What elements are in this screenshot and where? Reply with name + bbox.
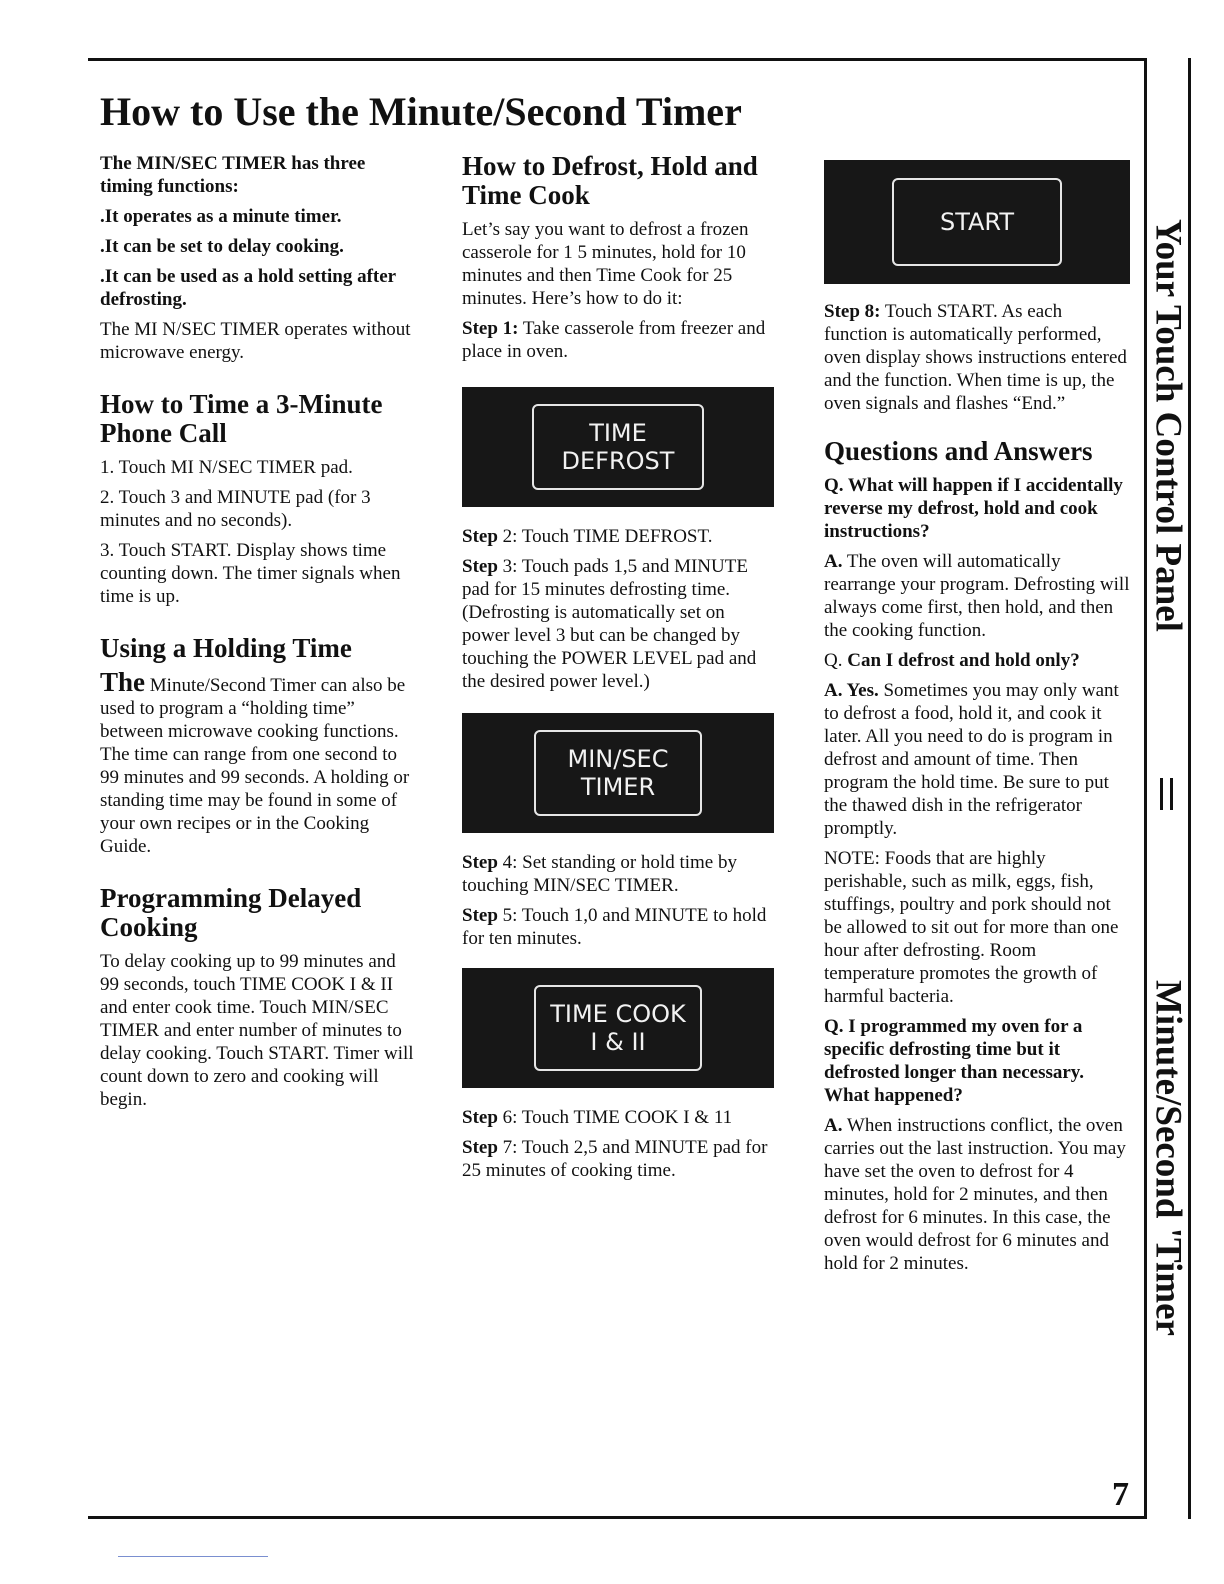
pad-label: START <box>939 208 1015 236</box>
bottom-rule <box>88 1516 1144 1519</box>
section-heading: Programming Delayed Cooking <box>100 883 362 942</box>
answer <box>824 1114 1130 1275</box>
step-item: 1. Touch MI N/SEC TIMER pad. <box>100 457 353 478</box>
question: Q. What will happen if I accidentally reverse my defrost, hold and cook instructions? <box>824 475 1123 542</box>
section-divider-mark <box>1170 778 1173 810</box>
paragraph-text: Minute/Second Timer can also be used to program a “holding time” between microwave cooking functions. The time can range from one second to 99 minutes and 99 seconds. A holding or standing time may be found in some of your own recipes or in the Cooking Guide. <box>100 675 410 857</box>
step-text: 7: Touch 2,5 and MINUTE pad for 25 minutes of cooking time. <box>462 1137 768 1181</box>
step-text: Take casserole from freezer and place in oven. <box>462 318 766 362</box>
time-cook-pad-illustration <box>462 968 774 1088</box>
pad-label: I & II <box>590 1028 646 1056</box>
faint-line <box>118 1556 268 1557</box>
pad-label: DEFROST <box>561 447 675 475</box>
step-label: Step <box>462 556 498 577</box>
step-text: 3: Touch pads 1,5 and MINUTE pad for 15 minutes defrosting time. (Defrosting is automatically set on power level 3 but can be changed by touching the POWER LEVEL pad and the desired power level.) <box>462 556 757 692</box>
step-label: Step 1: <box>462 318 519 339</box>
column-left <box>100 152 418 1118</box>
step <box>462 555 774 693</box>
step-text: 4: Set standing or hold time by touching MIN/SEC TIMER. <box>462 852 737 896</box>
pad-label: TIMER <box>580 773 656 801</box>
step-text: Touch START. As each function is automatically performed, oven display shows instructions entered and the function. When time is up, the oven signals and flashes “End.” <box>824 301 1127 414</box>
side-tab-label: Minute/Second 'Timer <box>1147 979 1189 1336</box>
time-defrost-pad-illustration <box>462 387 774 507</box>
pad-label: MIN/SEC <box>567 745 669 773</box>
step <box>824 300 1130 415</box>
start-pad-illustration <box>824 160 1130 284</box>
drop-word: The <box>100 667 146 697</box>
side-tab-minute-timer <box>1147 979 1189 1336</box>
step-item: 2. Touch 3 and MINUTE pad (for 3 minutes and no seconds). <box>100 487 371 531</box>
step <box>462 1106 774 1129</box>
note-text: NOTE: Foods that are highly perishable, such as milk, eggs, fish, stuffings, poultry and pork should not be allowed to sit out for more than one hour after defrosting. Room temperature promotes the growth of harmful bacteria. <box>824 848 1119 1007</box>
section-heading: How to Time a 3-Minute Phone Call <box>100 389 383 448</box>
section-heading: Using a Holding Time <box>100 633 352 663</box>
step-text: 6: Touch TIME COOK I & 11 <box>497 1107 733 1128</box>
side-tab-touch-control <box>1147 215 1189 635</box>
question-text: Can I defrost and hold only? <box>842 650 1080 671</box>
question: Q. I programmed my oven for a specific defrosting time but it defrosted longer than necessary. What happened? <box>824 1016 1085 1106</box>
answer <box>824 550 1130 642</box>
section-heading: Questions and Answers <box>824 436 1093 466</box>
step-label: Step <box>462 905 498 926</box>
bullet-item: .It can be set to delay cooking. <box>100 236 344 257</box>
intro-text: The MIN/SEC TIMER has three timing functions: <box>100 153 366 197</box>
answer-label: A. <box>824 551 843 572</box>
min-sec-timer-pad-illustration <box>462 713 774 833</box>
bullet-item: .It can be used as a hold setting after defrosting. <box>100 266 396 310</box>
step <box>462 317 774 363</box>
time-cook-pad <box>534 985 702 1071</box>
bullet-item: .It operates as a minute timer. <box>100 206 342 227</box>
answer-text: Sometimes you may only want to defrost a food, hold it, and cook it later. All you need to do is program in defrost and amount of time. Then program the hold time. Be sure to put the thawed dish in the refrigerator promptly. <box>824 680 1119 839</box>
section-divider-mark <box>1160 778 1163 810</box>
answer-label: A. <box>824 1115 843 1136</box>
step-label: Step <box>462 1137 498 1158</box>
step-label: Step <box>462 1107 498 1128</box>
start-pad <box>892 178 1062 266</box>
time-defrost-pad <box>532 404 704 490</box>
step-text: 2: Touch TIME DEFROST. <box>497 526 713 547</box>
question-label: Q. <box>824 650 843 671</box>
side-tab-label: Your Touch Control Panel <box>1147 218 1189 632</box>
column-middle <box>462 152 774 1189</box>
min-sec-timer-pad <box>534 730 702 816</box>
column-right <box>824 152 1130 1282</box>
answer-text: When instructions conflict, the oven carries out the last instruction. You may have set the oven to defrost for 4 minutes, hold for 2 minutes, and then defrost for 6 minutes. In this case, the oven would defrost for 6 minutes and hold for 2 minutes. <box>824 1115 1126 1274</box>
page-title: How to Use the Minute/Second Timer <box>100 89 742 134</box>
step-item: 3. Touch START. Display shows time counting down. The timer signals when time is up. <box>100 540 401 607</box>
paragraph <box>100 667 418 858</box>
step <box>462 904 774 950</box>
step-label: Step <box>462 526 498 547</box>
pad-label: TIME COOK <box>550 1000 686 1028</box>
note-text: The MI N/SEC TIMER operates without microwave energy. <box>100 319 411 363</box>
step-label: Step 8: <box>824 301 881 322</box>
paragraph: Let’s say you want to defrost a frozen casserole for 1 5 minutes, hold for 10 minutes and then Time Cook for 25 minutes. Here’s how to do it: <box>462 219 749 309</box>
section-heading: How to Defrost, Hold and Time Cook <box>462 151 758 210</box>
answer-text: The oven will automatically rearrange your program. Defrosting will always come first, then hold, and then the cooking function. <box>824 551 1130 641</box>
step <box>462 851 774 897</box>
question <box>824 649 1130 672</box>
step-label: Step <box>462 852 498 873</box>
pad-label: TIME <box>589 419 647 447</box>
answer-label: A. Yes. <box>824 680 879 701</box>
step <box>462 525 774 548</box>
step <box>462 1136 774 1182</box>
paragraph: To delay cooking up to 99 minutes and 99 seconds, touch TIME COOK I & II and enter cook time. Touch MIN/SEC TIMER and enter number of minutes to delay cooking. Touch START. Timer will count down to zero and cooking will begin. <box>100 951 414 1110</box>
answer <box>824 679 1130 840</box>
top-rule <box>88 58 1144 61</box>
step-text: 5: Touch 1,0 and MINUTE to hold for ten minutes. <box>462 905 767 949</box>
page-number: 7 <box>1112 1476 1129 1513</box>
